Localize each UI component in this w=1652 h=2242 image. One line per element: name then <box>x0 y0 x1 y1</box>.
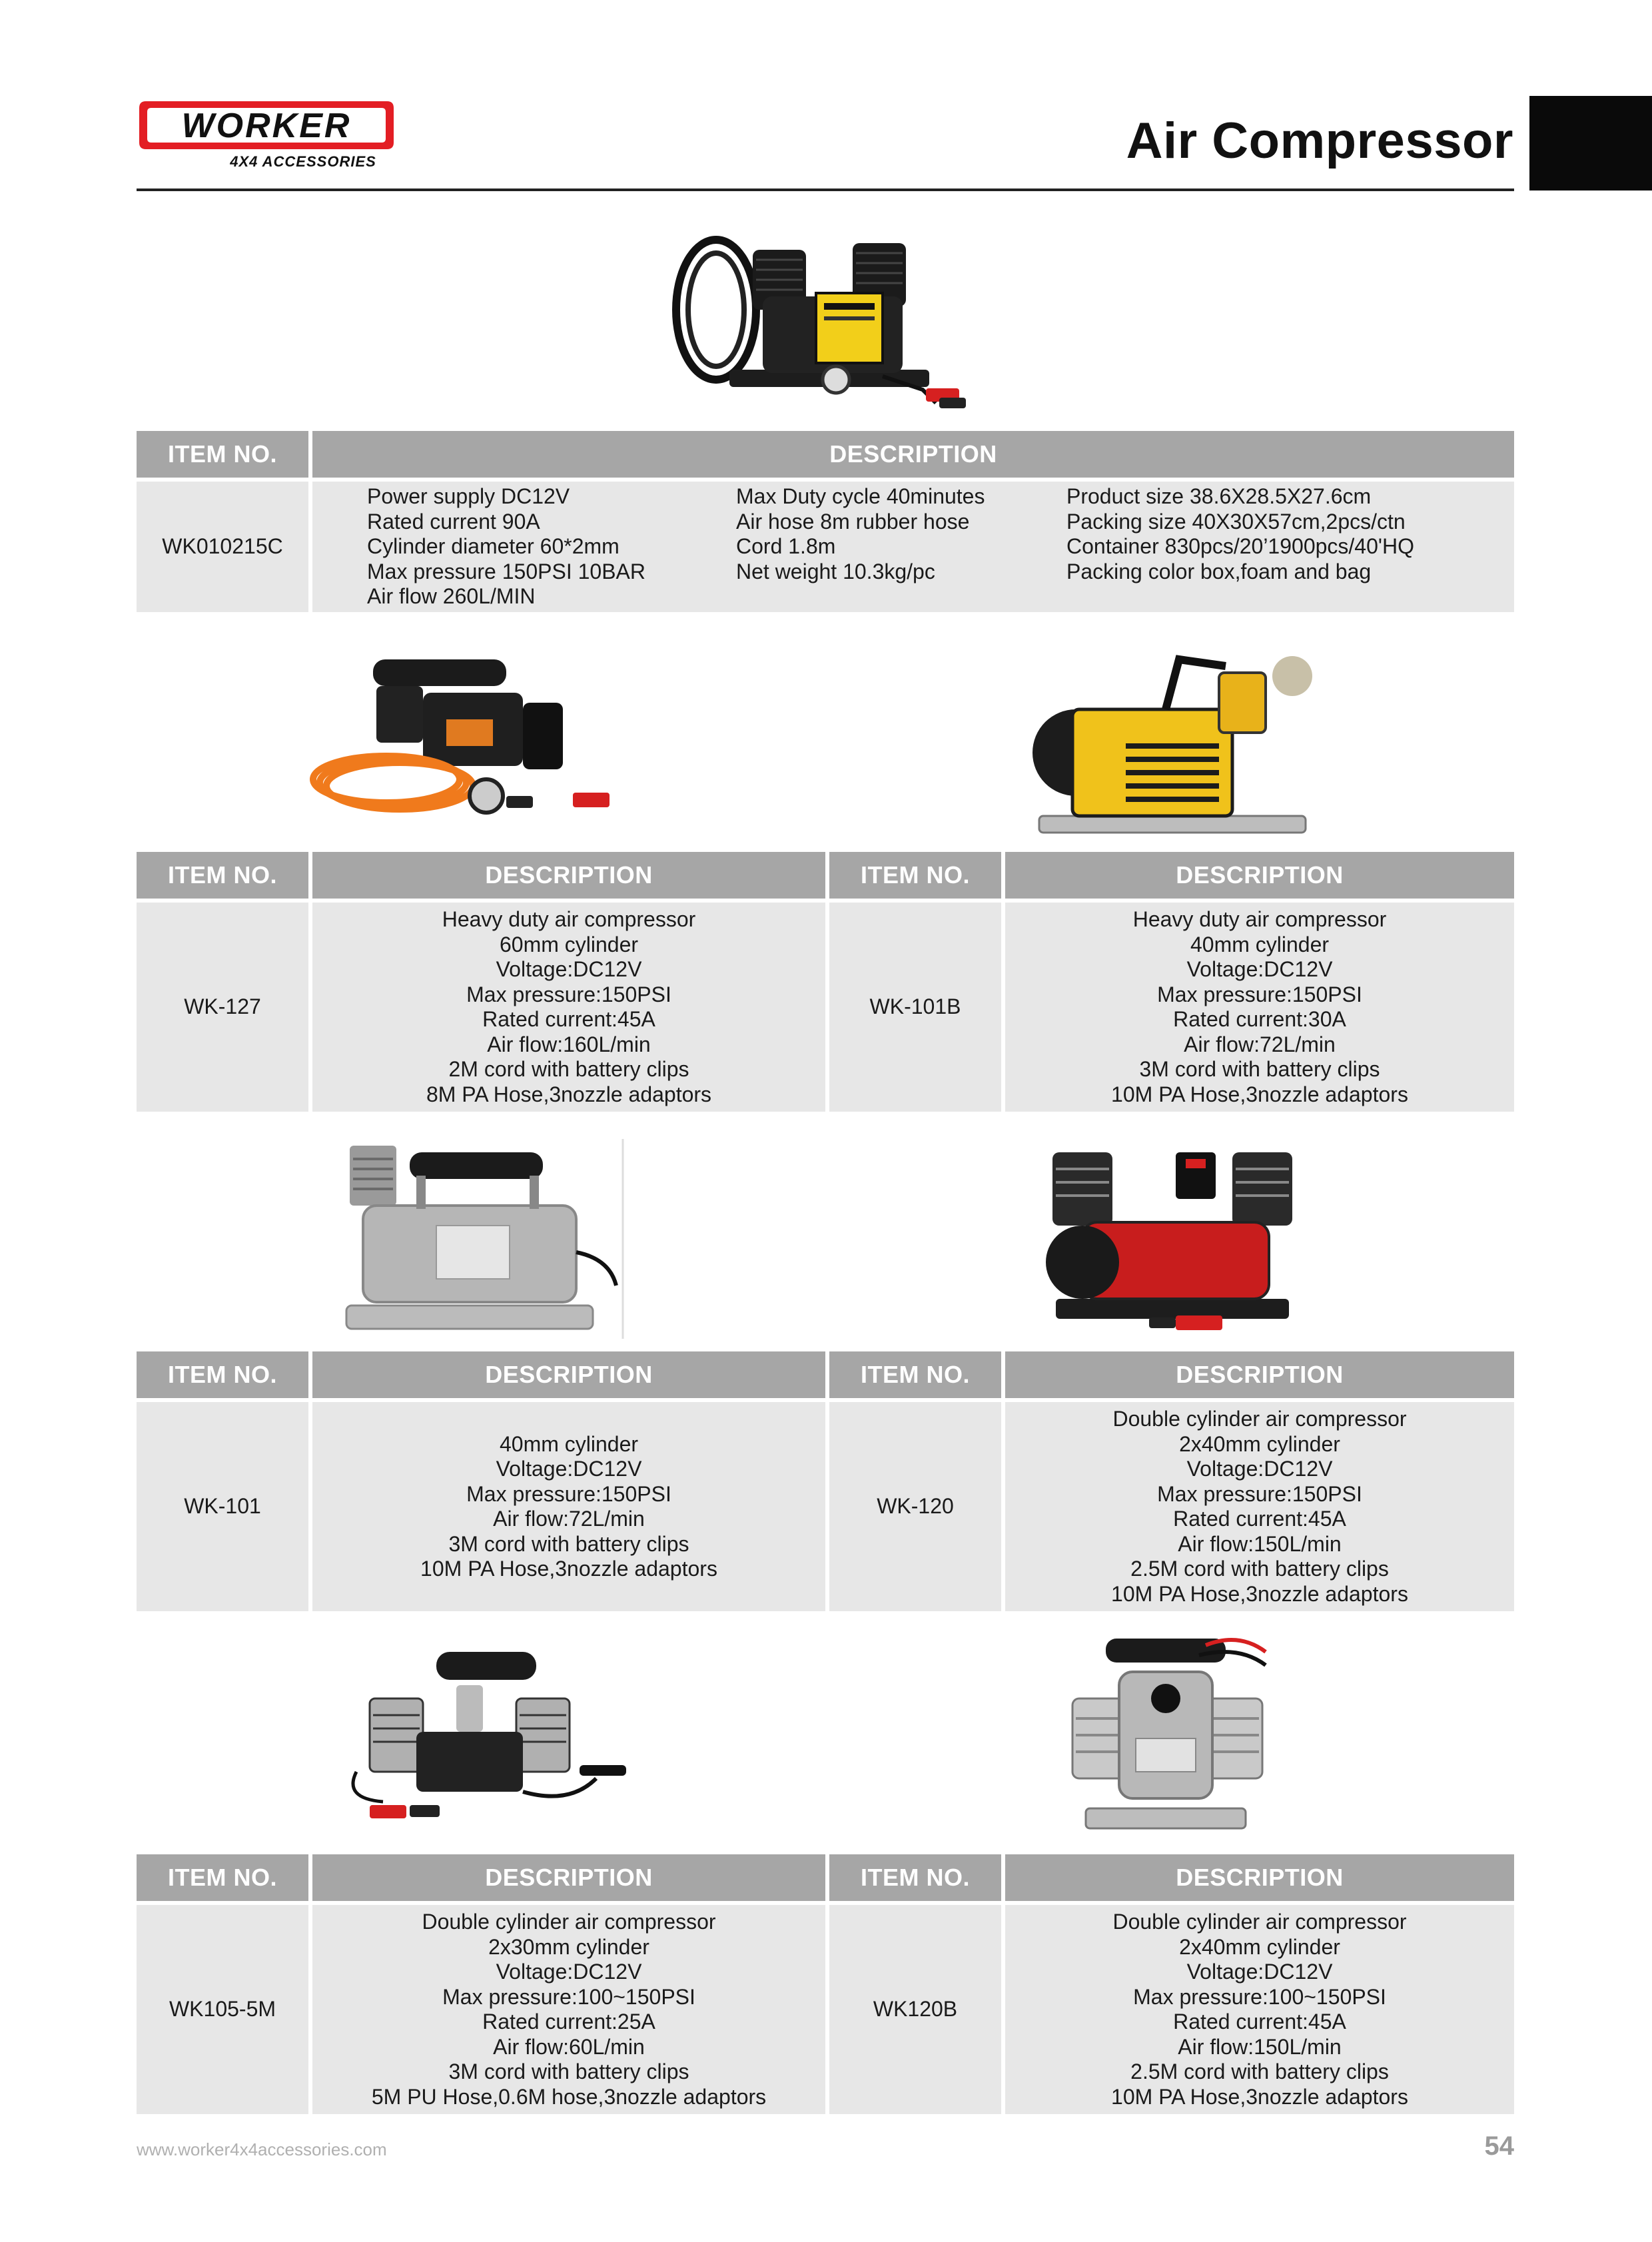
item-no-header: ITEM NO. <box>829 1351 1001 1398</box>
spec-line: 2x40mm cylinder <box>1179 1934 1340 1959</box>
item-no-cell: WK-101 <box>137 1402 308 1611</box>
spec-line: Power supply DC12V <box>367 484 570 509</box>
spec-line: Rated current:30A <box>1173 1007 1346 1031</box>
spec-line: Rated current:45A <box>1173 2010 1346 2034</box>
description-cell <box>312 903 825 1112</box>
spec-line: Rated current:45A <box>482 1007 655 1031</box>
page-number: 54 <box>1484 2131 1514 2161</box>
spec-table-wk-101 <box>133 1351 829 1611</box>
compressor-image-wk-101b <box>1026 646 1319 843</box>
spec-line: Heavy duty air compressor <box>1132 907 1387 931</box>
footer-website: www.worker4x4accessories.com <box>137 2139 387 2159</box>
spec-line: Double cylinder air compressor <box>1112 1910 1407 1934</box>
spec-line: Air flow:72L/min <box>493 1507 645 1531</box>
spec-line: Voltage:DC12V <box>1186 1457 1333 1481</box>
spec-line: Air flow:60L/min <box>493 2034 645 2059</box>
description-header: DESCRIPTION <box>312 1351 825 1398</box>
description-header: DESCRIPTION <box>1005 1854 1514 1901</box>
title-divider <box>137 188 1514 191</box>
spec-line: Rated current 90A <box>367 509 540 534</box>
spec-line: Max pressure:150PSI <box>466 1481 671 1506</box>
spec-line: 40mm cylinder <box>1190 932 1330 956</box>
spec-line: Rated current:45A <box>1173 1507 1346 1531</box>
spec-table-wk105-5m <box>133 1854 829 2114</box>
spec-line: Container 830pcs/20’1900pcs/40'HQ <box>1066 534 1414 559</box>
spec-line: 3M cord with battery clips <box>1139 1057 1380 1081</box>
description-cell <box>312 1905 825 2114</box>
spec-line: Double cylinder air compressor <box>422 1910 716 1934</box>
brand-wordmark: WORKER <box>181 107 352 145</box>
spec-line: 2.5M cord with battery clips <box>1130 2059 1389 2083</box>
spec-line: Air flow:150L/min <box>1178 2034 1342 2059</box>
item-no-header: ITEM NO. <box>137 1351 308 1398</box>
spec-line: Voltage:DC12V <box>496 1457 642 1481</box>
spec-line: Packing color box,foam and bag <box>1066 559 1372 583</box>
description-cell <box>312 1402 825 1611</box>
item-no-header: ITEM NO. <box>829 1854 1001 1901</box>
spec-line: Max Duty cycle 40minutes <box>736 484 985 509</box>
compressor-image-wk010215c <box>669 223 983 420</box>
spec-line: Voltage:DC12V <box>1186 1960 1333 1984</box>
compressor-image-wk-120 <box>1042 1139 1309 1342</box>
spec-line: Net weight 10.3kg/pc <box>736 559 935 583</box>
compressor-image-wk105-5m <box>343 1645 629 1848</box>
spec-line: 8M PA Hose,3nozzle adaptors <box>426 1082 712 1106</box>
spec-line: 40mm cylinder <box>499 1431 639 1456</box>
spec-line: Cord 1.8m <box>736 534 836 559</box>
spec-line: Product size 38.6X28.5X27.6cm <box>1066 484 1372 509</box>
page-title: Air Compressor <box>1126 113 1513 169</box>
compressor-image-wk-127 <box>286 646 673 829</box>
compressor-image-wk120b <box>1066 1625 1292 1848</box>
spec-line: Air flow:72L/min <box>1184 1032 1336 1056</box>
spec-table-wk-120 <box>825 1351 1518 1611</box>
item-no-cell: WK-127 <box>137 903 308 1112</box>
spec-line: 2.5M cord with battery clips <box>1130 1557 1389 1581</box>
item-no-header: ITEM NO. <box>137 1854 308 1901</box>
item-no-cell: WK-120 <box>829 1402 1001 1611</box>
spec-line: Max pressure:100~150PSI <box>1133 1984 1386 2009</box>
spec-line: Max pressure:100~150PSI <box>442 1984 695 2009</box>
spec-line: Max pressure:150PSI <box>1157 982 1362 1006</box>
spec-table-wk120b <box>825 1854 1518 2114</box>
item-no-cell: WK105-5M <box>137 1905 308 2114</box>
spec-line: Air flow:150L/min <box>1178 1531 1342 1556</box>
compressor-image-wk-101 <box>336 1139 629 1342</box>
spec-line: 2M cord with battery clips <box>448 1057 689 1081</box>
description-header: DESCRIPTION <box>312 1854 825 1901</box>
spec-line: 2x30mm cylinder <box>488 1934 649 1959</box>
item-no-header: ITEM NO. <box>829 852 1001 899</box>
spec-line: Max pressure:150PSI <box>466 982 671 1006</box>
worker-logo <box>137 96 396 175</box>
spec-line: Max pressure:150PSI <box>1157 1481 1362 1506</box>
spec-line: Air flow 260L/MIN <box>367 584 536 609</box>
brand-tagline: 4X4 ACCESSORIES <box>230 153 376 170</box>
spec-line: 10M PA Hose,3nozzle adaptors <box>1111 2084 1408 2109</box>
description-cell <box>312 482 1514 612</box>
spec-line: 5M PU Hose,0.6M hose,3nozzle adaptors <box>371 2084 767 2109</box>
spec-line: 10M PA Hose,3nozzle adaptors <box>420 1557 717 1581</box>
spec-line: Voltage:DC12V <box>1186 957 1333 981</box>
spec-line: 2x40mm cylinder <box>1179 1431 1340 1456</box>
corner-tab-block <box>1529 96 1652 190</box>
spec-line: Packing size 40X30X57cm,2pcs/ctn <box>1066 509 1406 534</box>
spec-line: 3M cord with battery clips <box>448 2059 689 2083</box>
item-no-header: ITEM NO. <box>137 431 308 478</box>
item-no-cell: WK120B <box>829 1905 1001 2114</box>
spec-line: Air flow:160L/min <box>487 1032 651 1056</box>
spec-line: Max pressure 150PSI 10BAR <box>367 559 645 583</box>
item-no-cell: WK010215C <box>137 482 308 612</box>
spec-line: Double cylinder air compressor <box>1112 1407 1407 1431</box>
spec-table-wk-101b <box>825 852 1518 1112</box>
spec-table-wk010215c <box>133 431 1518 612</box>
spec-line: Voltage:DC12V <box>496 957 642 981</box>
description-header: DESCRIPTION <box>1005 852 1514 899</box>
item-no-cell: WK-101B <box>829 903 1001 1112</box>
spec-line: 3M cord with battery clips <box>448 1531 689 1556</box>
description-cell <box>1005 903 1514 1112</box>
spec-table-wk-127 <box>133 852 829 1112</box>
spec-line: Cylinder diameter 60*2mm <box>367 534 620 559</box>
spec-line: Voltage:DC12V <box>496 1960 642 1984</box>
item-no-header: ITEM NO. <box>137 852 308 899</box>
description-header: DESCRIPTION <box>312 852 825 899</box>
description-header: DESCRIPTION <box>312 431 1514 478</box>
spec-line: Rated current:25A <box>482 2010 655 2034</box>
description-cell <box>1005 1905 1514 2114</box>
spec-line: 10M PA Hose,3nozzle adaptors <box>1111 1581 1408 1606</box>
spec-line: 60mm cylinder <box>499 932 639 956</box>
description-cell <box>1005 1402 1514 1611</box>
description-header: DESCRIPTION <box>1005 1351 1514 1398</box>
spec-line: 10M PA Hose,3nozzle adaptors <box>1111 1082 1408 1106</box>
spec-line: Heavy duty air compressor <box>442 907 696 931</box>
spec-line: Air hose 8m rubber hose <box>736 509 970 534</box>
